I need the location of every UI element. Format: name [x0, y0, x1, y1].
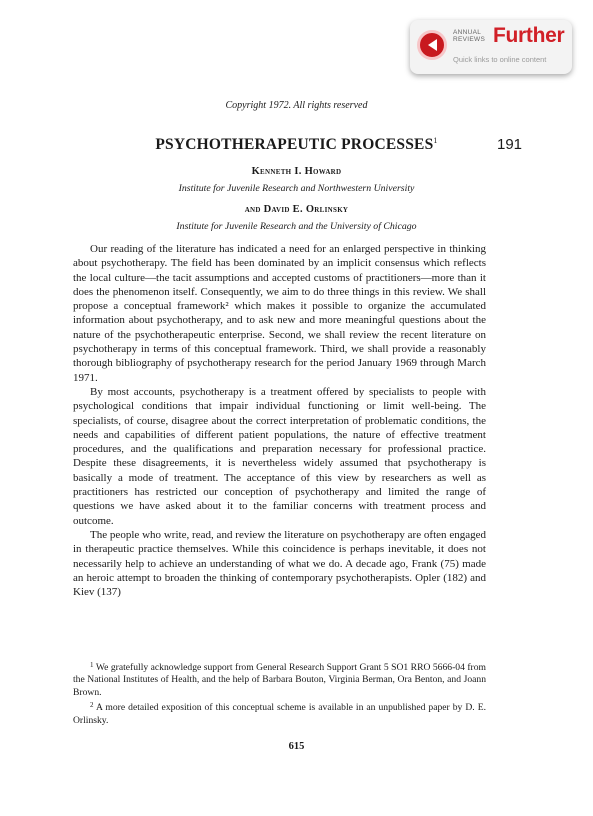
author-1-name: Kenneth I. Howard: [251, 166, 342, 177]
footnotes: [73, 659, 486, 727]
copyright-line: Copyright 1972. All rights reserved: [225, 100, 368, 111]
footnote-2: [73, 699, 486, 727]
article-body: [73, 242, 486, 599]
further-links-badge[interactable]: [410, 20, 572, 74]
paragraph-3: The people who write, read, and review the literature on psychotherapy are often engaged in therapeutic practice themselves. While this coincidence is perhaps inevitable, it does not necessarily help to achieve an understanding of what we do. A decade ago, Frank (75) made an heroic attempt to broaden the thinking of contemporary psychotherapists. Opler (182) and Kiev (137): [73, 528, 486, 599]
footnote-2-text: A more detailed exposition of this conceptual scheme is available in an unpublished paper by D. E. Orlinsky.: [73, 702, 486, 726]
footnote-1-mark: 1: [90, 661, 94, 669]
play-left-icon: [426, 38, 440, 52]
page-number-top: 191: [497, 136, 523, 153]
author-2-name: and David E. Orlinsky: [244, 204, 349, 215]
author-1-affiliation: Institute for Juvenile Research and Northwestern University: [178, 183, 415, 194]
author-2-affiliation: Institute for Juvenile Research and the University of Chicago: [176, 221, 417, 232]
paragraph-1: Our reading of the literature has indicated a need for an enlarged perspective in thinking about psychotherapy. The field has been dominated by an implicit consensus which reflects the local culture—the tacit assumptions and accepted customs of practitioners—more than it does the phenomenon itself. Consequently, we aim to do three things in this review. We shall propose a conceptual framework² which makes it possible to organize the accumulated information about psychotherapy, and to ask new and more meaningful questions about the nature of the psychotherapeutic enterprise. Second, we shall review the recent literature on psychotherapy in terms of this conceptual framework. Third, we shall provide a reasonably thorough bibliography of psychotherapy research for the period January 1969 through March 1971.: [73, 243, 486, 384]
further-wordmark: Further: [493, 24, 565, 47]
arrow-left-icon[interactable]: [417, 30, 447, 60]
footnote-2-mark: 2: [90, 701, 94, 710]
footnote-1: [73, 659, 486, 699]
title-footnote-mark: 1: [433, 136, 438, 145]
footnote-1-text: We gratefully acknowledge support from General Research Support Grant 5 SO1 RRO 5666-04 from the National Institutes of Health, and the help of Barbara Bouton, Virginia Berman, Ora Benton, and Joann Brown.: [73, 662, 486, 698]
publisher-line-1: ANNUAL: [453, 29, 482, 36]
publisher-logo-text: [453, 29, 485, 43]
publisher-line-2: REVIEWS: [453, 36, 486, 43]
title-text: PSYCHOTHERAPEUTIC PROCESSES: [155, 136, 434, 153]
page-number-bottom: 615: [288, 741, 305, 752]
further-tagline: Quick links to online content: [453, 55, 547, 64]
paragraph-2: By most accounts, psychotherapy is a treatment offered by specialists to people with psychological conditions that impair individual functioning or limit well-being. The specialists, of course, disagree about the correct interpretation of problematic conditions, the needs and capabilities of different patient populations, the nature of effective treatment procedures, and the qualifications and preparation necessary for professional practice. Despite these disagreements, it is nevertheless widely assumed that psychotherapy is basically a mode of treatment. The acceptance of this view by researchers as well as practitioners has restricted our conception of psychotherapy and limited the range of questions we have asked about it to the familiar concerns with treatment process and outcome.: [73, 385, 486, 527]
